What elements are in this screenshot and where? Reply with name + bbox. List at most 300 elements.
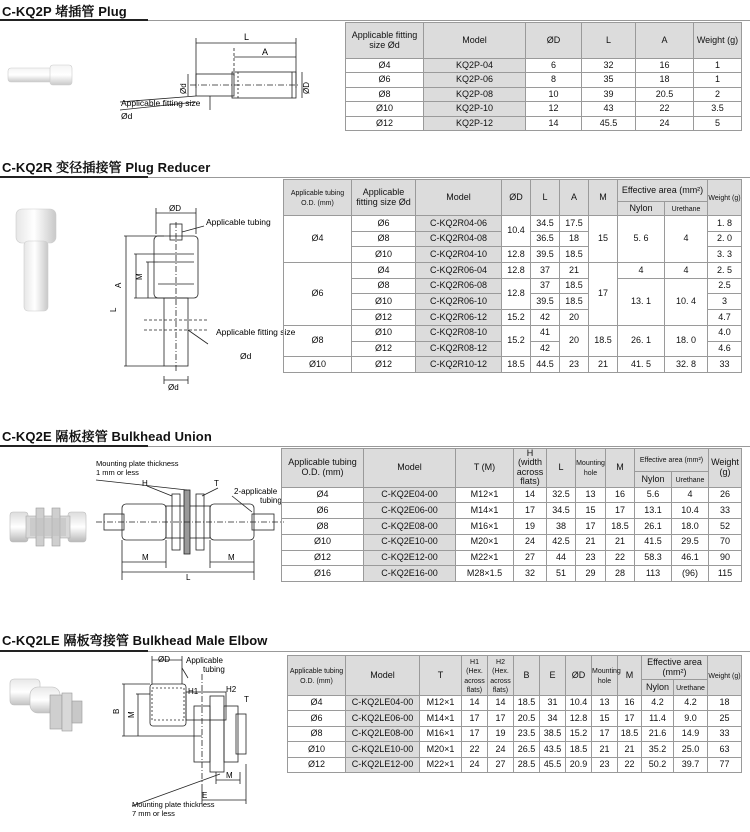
table-cell: Ø6 bbox=[346, 73, 424, 87]
table-cell: Ø6 bbox=[282, 503, 364, 519]
table-cell: Ø8 bbox=[282, 519, 364, 535]
table-cell: C-KQ2LE12-00 bbox=[346, 757, 420, 772]
table-cell: 10.4 bbox=[502, 216, 531, 247]
table-cell: 14 bbox=[488, 696, 514, 711]
table-cell: 21.6 bbox=[642, 726, 674, 741]
plate-label-2: 1 mm or less bbox=[96, 468, 139, 477]
table-cell: 13 bbox=[576, 487, 606, 503]
table-header-cell: Applicable fitting size Ød bbox=[352, 180, 416, 216]
dim-D-label: ØD bbox=[158, 655, 170, 664]
table-row bbox=[288, 757, 742, 772]
table-cell: 34 bbox=[540, 711, 566, 726]
table-cell: 13. 1 bbox=[618, 278, 665, 325]
table-cell: 4 bbox=[672, 487, 709, 503]
table-cell: 2.5 bbox=[708, 278, 742, 294]
table-cell: Ø4 bbox=[346, 59, 424, 73]
table-cell: 20.5 bbox=[636, 87, 694, 101]
table-cell: M22×1 bbox=[420, 757, 462, 772]
table-cell: 63 bbox=[708, 742, 742, 757]
table-cell: 33 bbox=[708, 357, 742, 373]
table-cell: 18.5 bbox=[589, 325, 618, 356]
table-cell: M20×1 bbox=[456, 534, 514, 550]
table-row bbox=[282, 519, 742, 535]
table-cell: 27 bbox=[514, 550, 547, 566]
table-cell: 32. 8 bbox=[665, 357, 708, 373]
table-cell: 4.2 bbox=[674, 696, 708, 711]
table-cell: 43.5 bbox=[540, 742, 566, 757]
table-cell: (96) bbox=[672, 566, 709, 582]
table-cell: C-KQ2LE10-00 bbox=[346, 742, 420, 757]
table-cell: 20 bbox=[560, 310, 589, 326]
table-cell: 9.0 bbox=[674, 711, 708, 726]
table-cell: 24 bbox=[636, 116, 694, 130]
table-row bbox=[288, 742, 742, 757]
table-cell: 5 bbox=[694, 116, 742, 130]
table-cell: Ø10 bbox=[282, 534, 364, 550]
table-cell: 38 bbox=[547, 519, 576, 535]
table-row bbox=[282, 534, 742, 550]
table-cell: 50.2 bbox=[642, 757, 674, 772]
table-cell: C-KQ2R06-04 bbox=[416, 263, 502, 279]
table-cell: 18.5 bbox=[560, 294, 589, 310]
table-cell: 19 bbox=[488, 726, 514, 741]
table-cell: 29 bbox=[576, 566, 606, 582]
fitting-size-label: Applicable fitting size bbox=[121, 98, 201, 108]
table-cell: 17 bbox=[589, 263, 618, 326]
table-row bbox=[282, 503, 742, 519]
table-row bbox=[284, 278, 742, 294]
table-cell: 15 bbox=[592, 711, 618, 726]
table-cell: 17 bbox=[488, 711, 514, 726]
dim-M-label: M bbox=[135, 273, 144, 280]
table-cell: Ø12 bbox=[288, 757, 346, 772]
table-cell: 10.4 bbox=[566, 696, 592, 711]
header-fit: Applicable fitting size Ød bbox=[346, 23, 424, 59]
tubing-label-1: 2-applicable bbox=[234, 487, 278, 496]
table-cell: 31 bbox=[540, 696, 566, 711]
table-cell: 10.4 bbox=[672, 503, 709, 519]
table-cell: Ø4 bbox=[282, 487, 364, 503]
table-cell: 39.7 bbox=[674, 757, 708, 772]
table-cell: Ø8 bbox=[352, 231, 416, 247]
table-cell: 18 bbox=[708, 696, 742, 711]
table-cell: Ø8 bbox=[346, 87, 424, 101]
table-cell: 16 bbox=[618, 696, 642, 711]
kq2r-spec-table bbox=[283, 179, 742, 373]
reducer-photo bbox=[4, 205, 72, 315]
table-header-cell: Weight (g) bbox=[708, 656, 742, 696]
table-cell: 18.5 bbox=[560, 247, 589, 263]
header-D: ØD bbox=[526, 23, 582, 59]
table-row bbox=[284, 325, 742, 341]
table-cell: 21 bbox=[576, 534, 606, 550]
table-cell: 37 bbox=[531, 278, 560, 294]
table-cell: 22 bbox=[606, 550, 635, 566]
dim-d-label: Ød bbox=[240, 351, 252, 361]
table-cell: 4 bbox=[665, 216, 708, 263]
table-header-cell: H1 (Hex. across flats) bbox=[462, 656, 488, 696]
table-cell: 21 bbox=[589, 357, 618, 373]
dim-E-label: E bbox=[202, 791, 208, 800]
table-cell: 10 bbox=[526, 87, 582, 101]
table-header-cell: Effective area (mm²) bbox=[635, 449, 709, 472]
table-cell: 4.0 bbox=[708, 325, 742, 341]
table-cell: 18. 0 bbox=[665, 325, 708, 356]
table-cell: 32 bbox=[582, 59, 636, 73]
bulkhead-elbow-diagram bbox=[102, 654, 282, 820]
table-cell: C-KQ2R06-12 bbox=[416, 310, 502, 326]
tubing-label: Applicable tubing bbox=[206, 217, 271, 227]
table-cell: 27 bbox=[488, 757, 514, 772]
table-header-cell: T bbox=[420, 656, 462, 696]
table-cell: 12.8 bbox=[502, 263, 531, 279]
table-cell: 39 bbox=[582, 87, 636, 101]
dim-d-label: Ød bbox=[179, 83, 188, 94]
table-header-cell: L bbox=[531, 180, 560, 216]
table-cell: 12 bbox=[526, 102, 582, 116]
section-title-kq2e: C-KQ2E 隔板接管 Bulkhead Union bbox=[2, 429, 212, 444]
table-cell: C-KQ2R06-10 bbox=[416, 294, 502, 310]
table-cell: M16×1 bbox=[456, 519, 514, 535]
table-cell: 44.5 bbox=[531, 357, 560, 373]
table-cell: 35.2 bbox=[642, 742, 674, 757]
table-cell: 1 bbox=[694, 73, 742, 87]
table-cell: 4 bbox=[618, 263, 665, 279]
table-cell: 32 bbox=[514, 566, 547, 582]
table-cell: 32.5 bbox=[547, 487, 576, 503]
table-cell: Ø12 bbox=[346, 116, 424, 130]
table-cell: C-KQ2R10-12 bbox=[416, 357, 502, 373]
bulkhead-union-photo bbox=[8, 500, 88, 554]
table-cell: 115 bbox=[709, 566, 742, 582]
table-header-cell: Mounting hole bbox=[576, 449, 606, 488]
table-cell: Ø8 bbox=[288, 726, 346, 741]
table-cell: C-KQ2E16-00 bbox=[364, 566, 456, 582]
table-cell: Ø8 bbox=[284, 325, 352, 356]
table-row bbox=[346, 116, 742, 130]
table-cell: 52 bbox=[709, 519, 742, 535]
table-cell: 24 bbox=[514, 534, 547, 550]
table-cell: C-KQ2R06-08 bbox=[416, 278, 502, 294]
table-cell: 43 bbox=[582, 102, 636, 116]
table-cell: C-KQ2R04-06 bbox=[416, 216, 502, 232]
table-cell: 23 bbox=[560, 357, 589, 373]
table-header-cell: T (M) bbox=[456, 449, 514, 488]
dim-M-label: M bbox=[127, 711, 136, 718]
table-cell: 18 bbox=[560, 231, 589, 247]
table-cell: 34.5 bbox=[531, 216, 560, 232]
table-cell: 3. 3 bbox=[708, 247, 742, 263]
table-cell: 14 bbox=[462, 696, 488, 711]
table-cell: 19 bbox=[514, 519, 547, 535]
header-A: A bbox=[636, 23, 694, 59]
table-row bbox=[346, 102, 742, 116]
table-cell: 3.5 bbox=[694, 102, 742, 116]
table-cell: M12×1 bbox=[456, 487, 514, 503]
table-cell: 13 bbox=[592, 696, 618, 711]
table-cell: 14 bbox=[514, 487, 547, 503]
dim-L-label: L bbox=[109, 307, 118, 312]
table-cell: Ø12 bbox=[352, 341, 416, 357]
table-cell: 42 bbox=[531, 341, 560, 357]
table-cell: 70 bbox=[709, 534, 742, 550]
dim-B-label: B bbox=[112, 708, 121, 714]
table-header-cell: Applicable tubing O.D. (mm) bbox=[282, 449, 364, 488]
table-cell: 33 bbox=[708, 726, 742, 741]
table-cell: 22 bbox=[618, 757, 642, 772]
dim-d2-label: Ød bbox=[168, 383, 179, 392]
table-cell: 18.5 bbox=[566, 742, 592, 757]
table-cell: 5. 6 bbox=[618, 216, 665, 263]
table-cell: KQ2P-04 bbox=[424, 59, 526, 73]
table-cell: M12×1 bbox=[420, 696, 462, 711]
dim-T-label: T bbox=[244, 695, 249, 704]
reducer-diagram bbox=[104, 204, 296, 392]
table-cell: 6 bbox=[526, 59, 582, 73]
table-cell: 34.5 bbox=[547, 503, 576, 519]
table-cell: 17 bbox=[576, 519, 606, 535]
table-cell: 18 bbox=[636, 73, 694, 87]
table-cell: 35 bbox=[582, 73, 636, 87]
table-cell: 36.5 bbox=[531, 231, 560, 247]
kq2le-spec-table bbox=[287, 655, 742, 773]
table-header-cell: Weight (g) bbox=[709, 449, 742, 488]
table-cell: 24 bbox=[488, 742, 514, 757]
table-cell: C-KQ2E06-00 bbox=[364, 503, 456, 519]
table-cell: 17 bbox=[618, 711, 642, 726]
table-cell: 14 bbox=[526, 116, 582, 130]
table-cell: 28 bbox=[606, 566, 635, 582]
table-cell: Ø16 bbox=[282, 566, 364, 582]
table-header-cell: ØD bbox=[566, 656, 592, 696]
table-cell: Ø10 bbox=[284, 357, 352, 373]
dim-A-label: A bbox=[262, 47, 269, 57]
table-cell: 41 bbox=[531, 325, 560, 341]
dim-M2-label: M bbox=[226, 771, 233, 780]
table-cell: 38.5 bbox=[540, 726, 566, 741]
table-cell: KQ2P-06 bbox=[424, 73, 526, 87]
table-cell: M16×1 bbox=[420, 726, 462, 741]
table-cell: 20 bbox=[560, 325, 589, 356]
table-cell: 15.2 bbox=[502, 325, 531, 356]
plug-photo bbox=[6, 62, 76, 90]
table-cell: C-KQ2E04-00 bbox=[364, 487, 456, 503]
table-cell: M20×1 bbox=[420, 742, 462, 757]
table-cell: 15 bbox=[589, 216, 618, 263]
table-cell: M22×1 bbox=[456, 550, 514, 566]
table-cell: 51 bbox=[547, 566, 576, 582]
table-row bbox=[288, 696, 742, 711]
header-L: L bbox=[582, 23, 636, 59]
table-cell: 17 bbox=[462, 711, 488, 726]
table-cell: 41. 5 bbox=[618, 357, 665, 373]
table-cell: 21 bbox=[606, 534, 635, 550]
table-cell: 20.5 bbox=[514, 711, 540, 726]
table-cell: Ø10 bbox=[352, 325, 416, 341]
table-header-cell: L bbox=[547, 449, 576, 488]
table-cell: Ø10 bbox=[346, 102, 424, 116]
table-row bbox=[346, 87, 742, 101]
section-title-kq2le: C-KQ2LE 隔板弯接管 Bulkhead Male Elbow bbox=[2, 633, 268, 648]
table-cell: C-KQ2R04-10 bbox=[416, 247, 502, 263]
table-row bbox=[288, 711, 742, 726]
table-header-cell: M bbox=[606, 449, 635, 488]
table-cell: 10. 4 bbox=[665, 278, 708, 325]
table-cell: 21 bbox=[560, 263, 589, 279]
table-header-cell: Urethane bbox=[665, 202, 708, 216]
table-cell: 26. 1 bbox=[618, 325, 665, 356]
table-cell: C-KQ2R04-08 bbox=[416, 231, 502, 247]
table-cell: 8 bbox=[526, 73, 582, 87]
table-cell: 58.3 bbox=[635, 550, 672, 566]
table-cell: 26.1 bbox=[635, 519, 672, 535]
table-cell: Ø10 bbox=[352, 294, 416, 310]
table-cell: 21 bbox=[618, 742, 642, 757]
table-cell: 15.2 bbox=[566, 726, 592, 741]
table-cell: C-KQ2R08-10 bbox=[416, 325, 502, 341]
dim-T-label: T bbox=[214, 479, 219, 488]
table-cell: 18.5 bbox=[514, 696, 540, 711]
table-cell: 12.8 bbox=[502, 278, 531, 309]
table-cell: Ø10 bbox=[288, 742, 346, 757]
table-cell: 77 bbox=[708, 757, 742, 772]
header-weight: Weight (g) bbox=[694, 23, 742, 59]
table-row bbox=[282, 487, 742, 503]
table-cell: 44 bbox=[547, 550, 576, 566]
table-cell: 20.9 bbox=[566, 757, 592, 772]
table-header-cell: Nylon bbox=[635, 472, 672, 488]
table-cell: 2 bbox=[694, 87, 742, 101]
dim-H-label: H bbox=[142, 479, 148, 488]
table-header-cell: M bbox=[618, 656, 642, 696]
table-cell: 15.2 bbox=[502, 310, 531, 326]
table-cell: Ø10 bbox=[352, 247, 416, 263]
table-cell: Ø4 bbox=[352, 263, 416, 279]
dim-M2-label: M bbox=[228, 553, 235, 562]
table-header-cell: Urethane bbox=[674, 680, 708, 696]
table-cell: 13.1 bbox=[635, 503, 672, 519]
table-cell: 17.5 bbox=[560, 216, 589, 232]
table-header-cell: Effective area (mm²) bbox=[642, 656, 708, 680]
table-cell: Ø8 bbox=[352, 278, 416, 294]
table-row bbox=[346, 73, 742, 87]
table-cell: KQ2P-12 bbox=[424, 116, 526, 130]
kq2e-spec-table bbox=[281, 448, 742, 582]
table-cell: 18.5 bbox=[618, 726, 642, 741]
table-cell: 26.5 bbox=[514, 742, 540, 757]
table-header-cell: B bbox=[514, 656, 540, 696]
table-cell: C-KQ2LE08-00 bbox=[346, 726, 420, 741]
header-model: Model bbox=[424, 23, 526, 59]
tubing-label-2: tubing bbox=[203, 665, 225, 674]
plate-label-2: 7 mm or less bbox=[132, 809, 175, 818]
table-cell: 2. 0 bbox=[708, 231, 742, 247]
table-cell: 12.8 bbox=[566, 711, 592, 726]
table-header-cell: Model bbox=[416, 180, 502, 216]
tubing-label-2: tubing bbox=[260, 496, 282, 505]
table-cell: 12.8 bbox=[502, 247, 531, 263]
table-header-cell: M bbox=[589, 180, 618, 216]
fitting-size-label: Applicable fitting size bbox=[216, 327, 296, 337]
table-cell: 3 bbox=[708, 294, 742, 310]
table-cell: KQ2P-08 bbox=[424, 87, 526, 101]
table-cell: 4.6 bbox=[708, 341, 742, 357]
table-header-cell: Nylon bbox=[642, 680, 674, 696]
table-cell: M14×1 bbox=[420, 711, 462, 726]
table-cell: 28.5 bbox=[514, 757, 540, 772]
table-cell: 45.5 bbox=[540, 757, 566, 772]
table-cell: 33 bbox=[709, 503, 742, 519]
table-header-cell: A bbox=[560, 180, 589, 216]
table-cell: Ø6 bbox=[288, 711, 346, 726]
bulkhead-union-diagram bbox=[92, 456, 292, 582]
table-cell: KQ2P-10 bbox=[424, 102, 526, 116]
tubing-label-1: Applicable bbox=[186, 656, 223, 665]
dim-D-label: ØD bbox=[169, 204, 181, 213]
dim-A-label: A bbox=[114, 282, 123, 288]
plug-diagram bbox=[110, 34, 320, 122]
table-cell: C-KQ2E10-00 bbox=[364, 534, 456, 550]
table-cell: 1 bbox=[694, 59, 742, 73]
table-cell: 11.4 bbox=[642, 711, 674, 726]
table-header-cell: Effective area (mm²) bbox=[618, 180, 708, 202]
table-cell: 18.0 bbox=[672, 519, 709, 535]
dim-L-label: L bbox=[244, 32, 250, 42]
table-cell: 4.2 bbox=[642, 696, 674, 711]
plate-label-1: Mounting plate thickness bbox=[132, 800, 215, 809]
table-row bbox=[282, 550, 742, 566]
table-cell: Ø12 bbox=[282, 550, 364, 566]
table-row bbox=[284, 357, 742, 373]
table-cell: 18.5 bbox=[502, 357, 531, 373]
table-cell: C-KQ2E08-00 bbox=[364, 519, 456, 535]
table-cell: 22 bbox=[636, 102, 694, 116]
table-row bbox=[288, 726, 742, 741]
dim-M-label: M bbox=[142, 553, 149, 562]
table-cell: 18.5 bbox=[606, 519, 635, 535]
table-cell: 14.9 bbox=[674, 726, 708, 741]
table-row bbox=[346, 59, 742, 73]
table-row bbox=[284, 263, 742, 279]
table-cell: C-KQ2LE04-00 bbox=[346, 696, 420, 711]
dim-H2-label: H2 bbox=[226, 685, 237, 694]
table-cell: 46.1 bbox=[672, 550, 709, 566]
table-cell: 23 bbox=[576, 550, 606, 566]
table-cell: 42 bbox=[531, 310, 560, 326]
table-cell: 39.5 bbox=[531, 294, 560, 310]
table-cell: 22 bbox=[462, 742, 488, 757]
table-cell: 16 bbox=[606, 487, 635, 503]
table-header-cell: Applicable tubing O.D. (mm) bbox=[288, 656, 346, 696]
dim-d2-label: Ød bbox=[121, 111, 133, 121]
table-cell: M28×1.5 bbox=[456, 566, 514, 582]
table-header-cell: Model bbox=[364, 449, 456, 488]
table-cell: Ø6 bbox=[352, 216, 416, 232]
table-header-cell: Mounting hole bbox=[592, 656, 618, 696]
table-cell: 18.5 bbox=[560, 278, 589, 294]
table-cell: 1. 8 bbox=[708, 216, 742, 232]
table-cell: 25.0 bbox=[674, 742, 708, 757]
table-cell: 41.5 bbox=[635, 534, 672, 550]
table-cell: 45.5 bbox=[582, 116, 636, 130]
table-cell: 17 bbox=[462, 726, 488, 741]
table-cell: 17 bbox=[592, 726, 618, 741]
table-header-cell: E bbox=[540, 656, 566, 696]
table-header-cell: Urethane bbox=[672, 472, 709, 488]
table-cell: 17 bbox=[514, 503, 547, 519]
table-header-cell: Nylon bbox=[618, 202, 665, 216]
table-cell: 24 bbox=[462, 757, 488, 772]
